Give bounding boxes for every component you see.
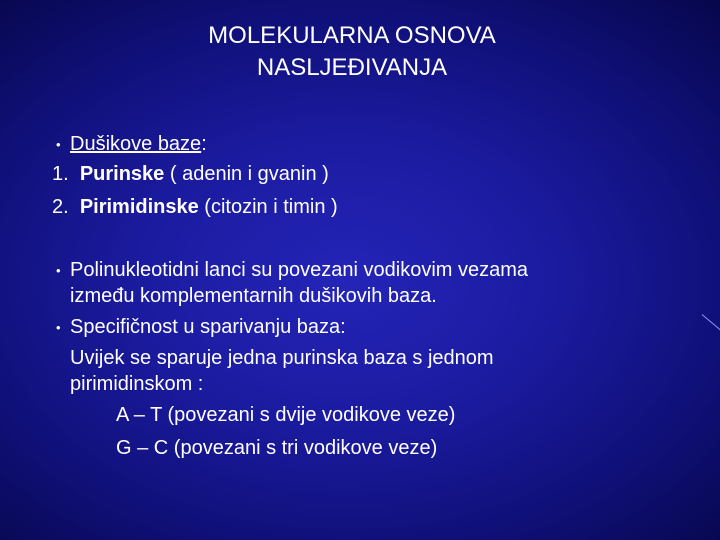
bullet-icon: • <box>56 137 61 152</box>
pairing-specificity-line: Specifičnost u sparivanju baza: <box>70 316 346 338</box>
list-item-purines <box>52 161 329 187</box>
bases-heading-text: Dušikove baze <box>70 133 202 155</box>
list-item-bold: Pirimidinske <box>79 196 199 218</box>
polynucleotide-line-2: između komplementarnih dušikovih baza. <box>70 285 437 307</box>
pairing-rule-line-1: Uvijek se sparuje jedna purinska baza s jednom <box>70 347 494 369</box>
bullet-icon: • <box>56 263 61 278</box>
slide-title <box>0 20 704 84</box>
polynucleotide-line-1: Polinukleotidni lanci su povezani vodikovim vezama <box>70 259 529 281</box>
slide-title-line-2: NASLJEĐIVANJA <box>256 54 448 81</box>
slide-title-line-1: MOLEKULARNA OSNOVA <box>208 22 496 49</box>
bases-heading <box>70 131 207 157</box>
pairing-rule-line-2: pirimidinskom : <box>70 373 204 395</box>
bases-heading-colon: : <box>201 133 207 155</box>
list-item-pyrimidines <box>52 194 338 220</box>
decorative-line <box>702 314 720 331</box>
list-item-rest: (citozin i timin ) <box>198 196 338 218</box>
bullet-icon: • <box>56 320 61 335</box>
pair-g-c: G – C (povezani s tri vodikove veze) <box>116 437 438 459</box>
list-item-rest: ( adenin i gvanin ) <box>164 163 329 185</box>
list-item-number: 1. <box>52 163 69 185</box>
pair-a-t: A – T (povezani s dvije vodikove veze) <box>116 404 456 426</box>
list-item-bold: Purinske <box>79 163 165 185</box>
list-item-number: 2. <box>52 196 69 218</box>
